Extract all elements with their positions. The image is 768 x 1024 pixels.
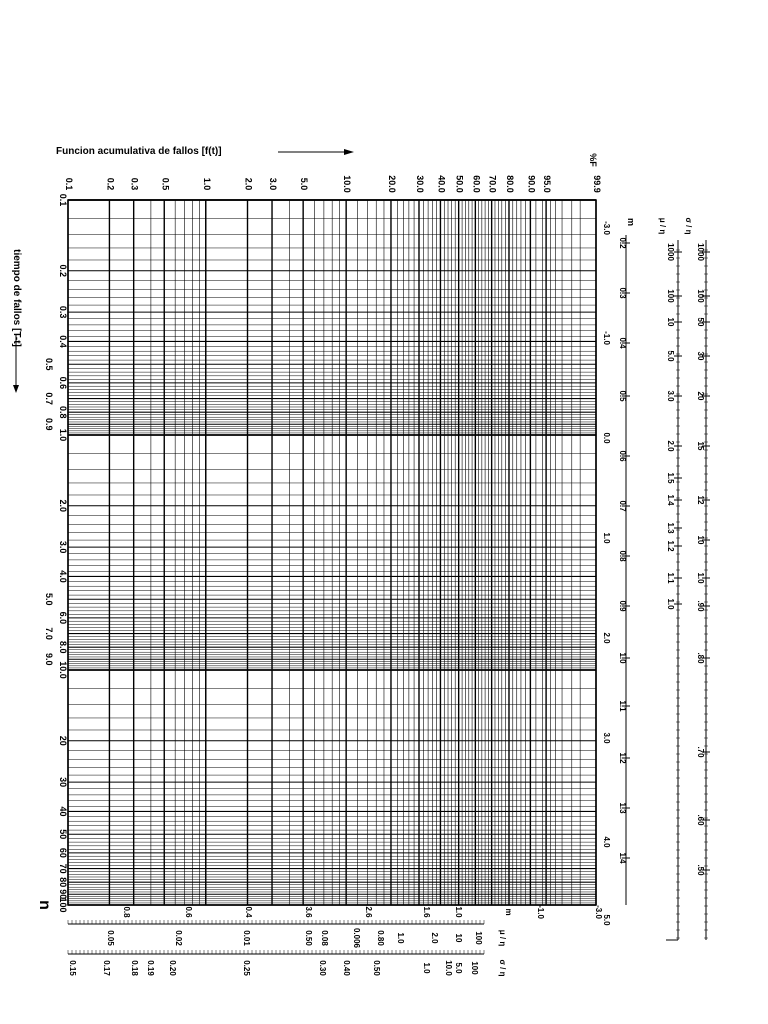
mu-scale-label: 3.0: [666, 390, 675, 402]
top-tick-label: 30.0: [414, 175, 425, 193]
bottom-row3-label: 0.19: [146, 960, 155, 976]
bottom-row3-label: 0.17: [102, 960, 111, 976]
sigma-scale-label: .50: [696, 864, 705, 876]
left-tick-label: 70: [58, 863, 68, 874]
sigma-scale-label: 10: [696, 535, 705, 545]
bottom-row3-label: 0.25: [242, 960, 251, 976]
sigma-scale-label: .60: [696, 814, 705, 826]
x-axis-title: Funcion acumulativa de fallos [f(t)]: [56, 146, 222, 157]
left-tick-label: 1.0: [58, 428, 68, 442]
bottom-row3-label: 0.30: [318, 960, 327, 976]
m-scale-label: 0.5: [618, 390, 627, 402]
mu-header-label: μ / η: [658, 217, 667, 235]
bottom-row3-label: 0.40: [342, 960, 351, 976]
percent-f-label: %F: [588, 153, 598, 167]
m-scale-label: 0.9: [618, 600, 627, 612]
bottom-row2-label: 0.50: [304, 930, 313, 946]
top-tick-label: 0.1: [64, 177, 74, 191]
bottom-row2-label: 100: [474, 931, 483, 945]
bottom-row2-label: 0.80: [376, 930, 385, 946]
left-tick-label: 0.8: [58, 405, 68, 419]
top-tick-label: 2.0: [243, 177, 254, 191]
bottom-row3-label: 10.0: [444, 960, 453, 976]
mu-scale-label: 2.0: [666, 440, 675, 452]
top-tick-label: 5.0: [299, 177, 310, 191]
sigma-scale-label: .70: [696, 746, 705, 758]
top-tick-label: 60.0: [471, 175, 482, 193]
bottom-row2-label: 0.02: [174, 930, 183, 946]
mu-scale-label: 5.0: [666, 350, 675, 362]
bottom-row2-label: 0.006: [352, 927, 361, 949]
bottom-row2-label: 0.01: [242, 930, 251, 946]
bottom-row2-label: 0.05: [106, 930, 115, 946]
top-tick-label: 99.9: [592, 175, 602, 193]
mu-scale-label: 1.2: [666, 540, 675, 552]
mu-scale-label: 1000: [666, 243, 675, 261]
top-tick-label: 90.0: [526, 175, 537, 193]
y-axis-title: tiempo de fallos [T-t]: [11, 249, 22, 347]
right-scale-label: 5.0: [602, 914, 611, 926]
right-scale-label: 4.0: [602, 836, 611, 848]
top-tick-label: 1.0: [201, 177, 212, 191]
left-tick-label: 0.9: [44, 417, 54, 431]
bottom-row3-label: 5.0: [454, 962, 463, 974]
mu-scale-label: 1.0: [666, 598, 675, 610]
top-tick-label: 0.2: [105, 177, 116, 191]
top-tick-label: 3.0: [268, 177, 279, 191]
left-tick-label: 0.2: [58, 264, 68, 277]
sigma-scale-label: 12: [696, 495, 705, 505]
right-scale-label: 1.0: [602, 532, 611, 544]
top-tick-label: 40.0: [436, 175, 447, 193]
m-scale-title: m: [626, 217, 636, 227]
m-scale-label: 0.7: [618, 500, 627, 512]
left-tick-label: 4.0: [58, 570, 68, 583]
bottom-row3-label: 0.50: [372, 960, 381, 976]
probability-grid: [68, 200, 596, 905]
bottom-row2-title: μ / η: [498, 929, 507, 947]
m-scale-label: 1.1: [618, 700, 627, 712]
left-tick-label: 40: [58, 806, 68, 817]
top-tick-label: 80.0: [504, 175, 515, 193]
bottom-row3-label: 0.15: [68, 960, 77, 976]
bottom-right-scale-label: -3.0: [594, 905, 603, 919]
bottom-row1-label: 0.4: [244, 906, 253, 918]
left-tick-label: 80: [58, 877, 68, 888]
bottom-row3-label: 1.0: [422, 962, 431, 974]
left-tick-label: 30: [58, 777, 68, 788]
left-tick-label: 9.0: [44, 652, 54, 666]
bottom-row1-label: 2.6: [364, 906, 373, 918]
sigma-scale-label: 30: [696, 351, 705, 361]
top-tick-label: 70.0: [487, 175, 498, 193]
left-tick-label: 8.0: [58, 640, 68, 654]
mu-scale-label: 1.1: [666, 572, 675, 584]
m-scale-label: 1.4: [618, 852, 627, 864]
sigma-scale-label: 50: [696, 317, 705, 327]
left-tick-label: 5.0: [44, 593, 54, 606]
right-scale-label: 3.0: [602, 732, 611, 744]
left-tick-label: 20: [58, 735, 68, 746]
left-tick-label: 2.0: [58, 499, 68, 512]
sigma-scale-label: 1.0: [696, 572, 705, 584]
m-scale-label: 1.2: [618, 752, 627, 764]
right-scale-label: -1.0: [602, 331, 611, 345]
bottom-row3-label: 0.18: [130, 960, 139, 976]
bottom-row1-label: 3.6: [304, 906, 313, 918]
left-tick-label: 100: [58, 897, 68, 913]
left-tick-label: 10.0: [58, 661, 68, 679]
bottom-row3-title: σ / η: [498, 959, 507, 977]
m-scale-label: 0.3: [618, 287, 627, 299]
bottom-row1-label: 1.0: [454, 906, 463, 918]
m-scale-label: 0.8: [618, 550, 627, 562]
bottom-row2-label: 2.0: [430, 932, 439, 944]
mu-scale-label: 100: [666, 289, 675, 303]
bottom-row3-label: 0.20: [168, 960, 177, 976]
x-direction-arrow-icon: [278, 146, 358, 158]
top-tick-label: 95.0: [542, 175, 553, 193]
left-tick-label: 0.3: [58, 305, 68, 319]
top-tick-label: 50.0: [454, 175, 465, 193]
mu-scale-label: 1.5: [666, 472, 675, 484]
bottom-row2-label: 10: [454, 933, 463, 943]
left-tick-label: 0.7: [44, 392, 54, 405]
top-tick-label: 20.0: [386, 175, 397, 193]
left-tick-label: 90: [58, 889, 68, 900]
sigma-scale-label: .80: [696, 652, 705, 664]
m-scale-label: 0.4: [618, 337, 627, 349]
left-tick-label: 3.0: [58, 540, 68, 554]
bottom-row1-label: 0.6: [184, 906, 193, 918]
sigma-header-label: σ / η: [684, 217, 693, 235]
top-tick-label: 0.5: [160, 177, 171, 191]
top-tick-label: 10.0: [342, 175, 353, 193]
left-tick-label: 0.4: [58, 335, 68, 348]
bottom-row2-label: 0.08: [320, 930, 329, 946]
bottom-row1-label: 0.8: [122, 906, 131, 918]
mu-scale-label: 1.4: [666, 494, 675, 506]
m-scale-label: 1.0: [618, 652, 627, 664]
mu-scale-label: 1.3: [666, 522, 675, 534]
sigma-scale-label: 1000: [696, 243, 705, 261]
sigma-scale-label: 15: [696, 441, 705, 451]
left-tick-label: 6.0: [58, 611, 68, 625]
left-tick-label: 0.6: [58, 376, 68, 390]
bottom-right-scale-label: -1.0: [536, 905, 545, 919]
m-scale-label: 0.6: [618, 450, 627, 462]
right-scale-label: 2.0: [602, 632, 611, 644]
top-tick-label: 0.3: [129, 177, 140, 191]
m-scale-label: 1.3: [618, 802, 627, 814]
bottom-m-label: m: [504, 908, 513, 916]
sigma-scale-label: .90: [696, 600, 705, 612]
left-tick-label: 7.0: [44, 627, 54, 640]
bottom-row1-label: 1.6: [422, 906, 431, 918]
m-scale-label: 0.2: [618, 237, 627, 249]
left-tick-label: 50: [58, 829, 68, 840]
bottom-row2-label: 1.0: [396, 932, 405, 944]
left-tick-label: 60: [58, 847, 68, 858]
n-label: n: [36, 900, 53, 910]
sigma-scale-label: 20: [696, 391, 705, 401]
right-scale-label: -3.0: [602, 221, 611, 235]
sigma-scale-label: 100: [696, 289, 705, 303]
right-scale-label: 0.0: [602, 432, 611, 444]
bottom-row3-label: 100: [470, 961, 479, 975]
left-tick-label: 0.5: [44, 358, 54, 371]
left-tick-label: 0.1: [58, 193, 68, 207]
mu-scale-label: 10: [666, 317, 675, 327]
